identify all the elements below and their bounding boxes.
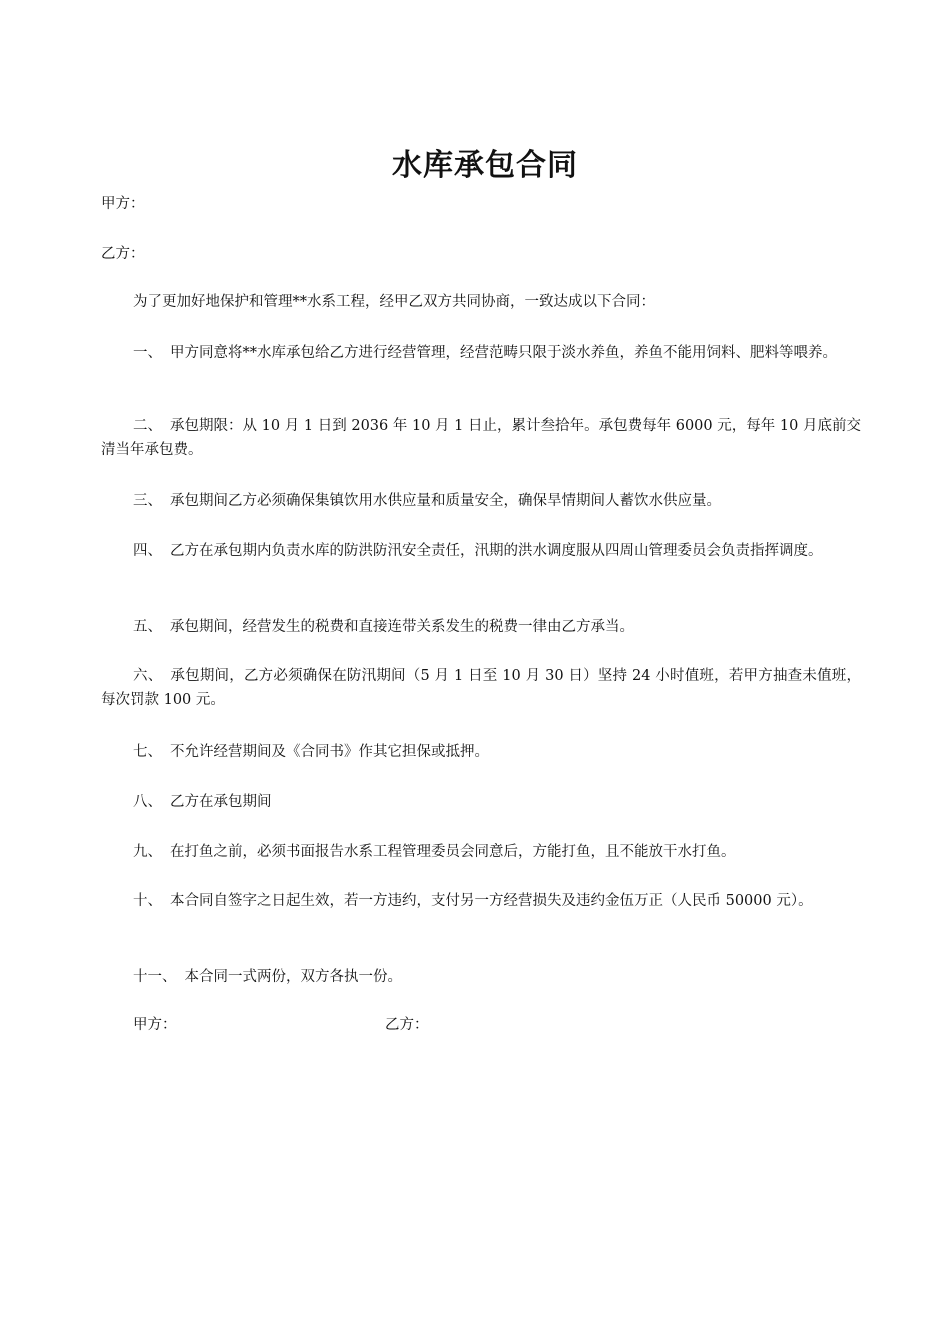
clause-text: 承包期限：从 10 月 1 日到 2036 年 10 月 1 日止，累计叁拾年。承包费每年 6000 元，每年 10 月底前交清当年承包费。 [101, 418, 861, 458]
clause-number: 五、 [133, 619, 162, 635]
clause-number: 七、 [133, 744, 162, 760]
clause-5 [101, 615, 861, 639]
clause-10 [101, 889, 861, 913]
signature-party-a: 甲方： [133, 1017, 177, 1033]
clause-11 [101, 965, 861, 989]
clause-text: 甲方同意将**水库承包给乙方进行经营管理，经营范畴只限于淡水养鱼，养鱼不能用饲料、肥料等喂养。 [170, 345, 837, 361]
clause-text: 承包期间乙方必须确保集镇饮用水供应量和质量安全，确保旱情期间人蓄饮水供应量。 [170, 493, 721, 509]
clause-text: 本合同自签字之日起生效，若一方违约，支付另一方经营损失及违约金伍万正（人民币 50000 元）。 [170, 893, 813, 909]
clause-8 [101, 790, 861, 814]
clause-text: 本合同一式两份，双方各执一份。 [184, 969, 402, 985]
party-a-label: 甲方： [101, 196, 145, 212]
clause-4 [101, 539, 861, 563]
clause-2 [101, 414, 861, 462]
clause-number: 二、 [133, 418, 163, 434]
clause-1 [101, 341, 861, 365]
signature-party-b: 乙方： [385, 1017, 429, 1033]
clause-7 [101, 740, 861, 764]
clause-text: 承包期间，经营发生的税费和直接连带关系发生的税费一律由乙方承当。 [170, 619, 634, 635]
clause-number: 六、 [133, 668, 163, 684]
clause-number: 八、 [133, 794, 162, 810]
page-title: 水库承包合同 [392, 148, 578, 183]
clause-9 [101, 840, 861, 864]
intro-paragraph: 为了更加好地保护和管理**水系工程，经甲乙双方共同协商，一致达成以下合同： [133, 294, 655, 310]
party-b-label: 乙方： [101, 246, 145, 262]
clause-text: 承包期间，乙方必须确保在防汛期间（5 月 1 日至 10 月 30 日）坚持 24 小时值班，若甲方抽查未值班，每次罚款 100 元。 [101, 668, 861, 708]
clause-number: 三、 [133, 493, 162, 509]
clause-number: 十一、 [133, 969, 177, 985]
clause-number: 一、 [133, 345, 162, 361]
clause-6 [101, 664, 861, 712]
clause-number: 四、 [133, 543, 162, 559]
clause-3 [101, 489, 861, 513]
clause-text: 不允许经营期间及《合同书》作其它担保或抵押。 [170, 744, 489, 760]
clause-text: 乙方在承包期内负责水库的防洪防汛安全责任，汛期的洪水调度服从四周山管理委员会负责指挥调度。 [170, 543, 823, 559]
clause-text: 在打鱼之前，必须书面报告水系工程管理委员会同意后，方能打鱼，且不能放干水打鱼。 [170, 844, 736, 860]
clause-text: 乙方在承包期间 [170, 794, 272, 810]
clause-number: 九、 [133, 844, 162, 860]
clause-number: 十、 [133, 893, 162, 909]
